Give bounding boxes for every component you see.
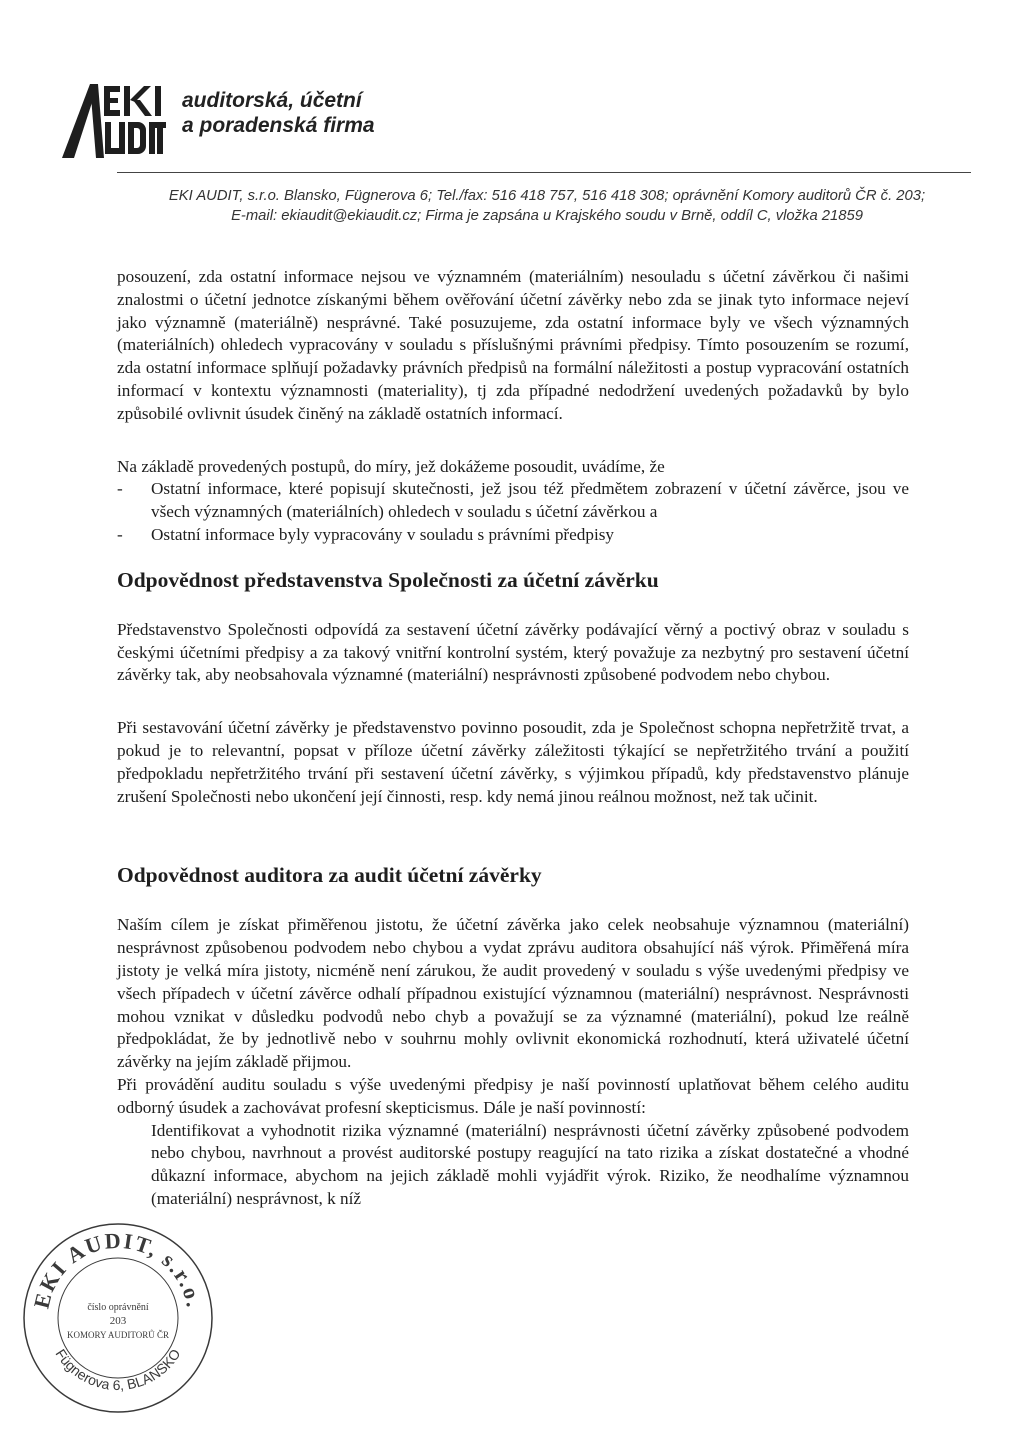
conclusion-list (117, 478, 909, 546)
paragraph-conclusion-intro: Na základě provedených postupů, do míry, jež dokážeme posoudit, uvádíme, že (117, 456, 665, 476)
stamp-center-line1: číslo oprávnění (87, 1302, 149, 1313)
list-item: - Ostatní informace byly vypracovány v souladu s právními předpisy (117, 524, 909, 547)
paragraph-audit-objective: Naším cílem je získat přiměřenou jistotu, že účetní závěrka jako celek neobsahuje významnou (materiální) nesprávnost způsobenou podvodem nebo chybou a vydat zprávu auditora obsahující náš výrok. Přiměřená míra jistoty je velká míra jistoty, nicméně není zárukou, že audit provedený v souladu s výše uvedenými předpisy ve všech případech v účetní závěrce odhalí případnou existující významnou (materiální) nesprávnost. Nesprávnosti mohou vznikat v důsledku podvodů nebo chyb a považují se za významné (materiální), pokud lze reálně předpokládat, že by jednotlivě nebo v souhrnu mohly ovlivnit ekonomická rozhodnutí, která uživatelé účetní závěrky na jejím základě přijmou. (117, 915, 909, 1072)
heading-board-responsibility: Odpovědnost představenstva Společnosti za účetní závěrku (117, 567, 659, 592)
paragraph-going-concern: Při sestavování účetní závěrky je představenstvo povinno posoudit, zda je Společnost schopna nepřetržitě trvat, a pokud je to relevantní, popsat v příloze účetní závěrky záležitosti týkající se nepřetržitého trvání a použití předpokladu nepřetržitého trvání při sestavení účetní závěrky, s výjimkou případů, kdy představenstvo plánuje zrušení Společnosti nebo ukončení její činnosti, resp. kdy nemá jinou reálnou možnost, než tak učinit. (117, 718, 909, 806)
address-line-2: E-mail: ekiaudit@ekiaudit.cz; Firma je zapsána u Krajského soudu v Brně, oddíl C, vložka 21859 (231, 208, 863, 224)
header-address (117, 186, 977, 226)
stamp-center-line3: KOMORY AUDITORŮ ČR (66, 1330, 170, 1340)
stamp-center-line2: 203 (109, 1315, 127, 1327)
stamp-bottom-text: Fügnerova 6, BLANSKO (52, 1346, 184, 1394)
firm-name-line2: a poradenská firma (182, 114, 375, 137)
paragraph-audit-duties: Při provádění auditu souladu s výše uvedenými předpisy je naší povinností uplatňovat během celého auditu odborný úsudek a zachovávat profesní skepticismus. Dále je naší povinností: (117, 1074, 909, 1117)
svg-text:EKI AUDIT, s.r.o. (29, 1228, 208, 1311)
heading-auditor-responsibility: Odpovědnost auditora za audit účetní závěrky (117, 863, 542, 888)
paragraph-other-information: posouzení, zda ostatní informace nejsou ve významném (materiálním) nesouladu s účetní závěrkou či našimi znalostmi o účetní jednotce získanými během ověřování účetní závěrky nebo zda se jinak tyto informace nejeví jako významně (materiálně) nesprávné. Také posuzujeme, zda ostatní informace byly ve všech významných (materiálních) ohledech vypracovány v souladu s příslušnými právními předpisy. Tímto posouzením se rozumí, zda ostatní informace splňují požadavky právních předpisů na formální náležitosti a postup vypracování ostatních informací v kontextu významnosti (materiality), tj zda případné nedodržení uvedených požadavků by bylo způsobilé ovlivnit úsudek činěný na základě ostatních informací. (117, 267, 909, 423)
paragraph-identify-risks: Identifikovat a vyhodnotit rizika významné (materiální) nesprávnosti účetní závěrky způsobené podvodem nebo chybou, navrhnout a provést auditorské postupy reagující na tato rizika a získat dostatečné a vhodné důkazní informace, abychom na jejich základě mohli vyjádřit výrok. Riziko, že neodhalíme významnou (materiální) nesprávnost, k níž (151, 1120, 909, 1208)
firm-name-line1: auditorská, účetní (182, 89, 362, 112)
firm-name (182, 88, 375, 138)
company-logo (60, 80, 170, 160)
stamp-top-text: EKI AUDIT, s.r.o. (28, 1227, 208, 1311)
auditor-stamp (18, 1218, 218, 1418)
address-line-1: EKI AUDIT, s.r.o. Blansko, Fügnerova 6; Tel./fax: 516 418 757, 516 418 308; oprávnění Komory auditorů ČR č. 203; (168, 188, 926, 204)
header-divider (117, 172, 971, 173)
list-item: - Ostatní informace, které popisují skutečnosti, jež jsou též předmětem zobrazení v účetní závěrce, jsou ve všech významných (materiálních) ohledech v souladu s účetní závěrkou a (117, 478, 909, 524)
document-body (117, 266, 909, 1211)
paragraph-board-responsibility: Představenstvo Společnosti odpovídá za sestavení účetní závěrky podávající věrný a poctivý obraz v souladu s českými účetními předpisy a za takový vnitřní kontrolní systém, který považuje za nezbytný pro sestavení účetní závěrky tak, aby neobsahovala významné (materiální) nesprávnosti způsobené podvodem nebo chybou. (117, 619, 909, 685)
svg-text:Fügnerova 6, BLANSKO (52, 1346, 183, 1393)
